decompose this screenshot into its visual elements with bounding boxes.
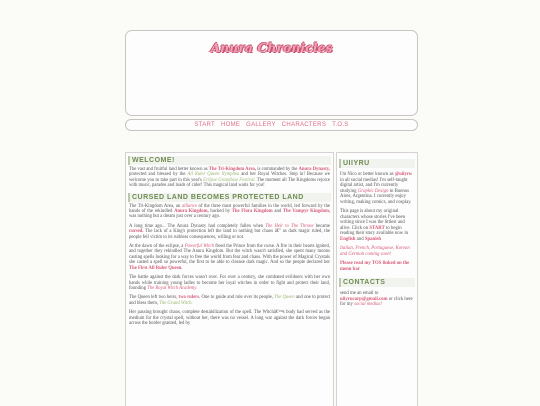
cursed-para-4 bbox=[129, 275, 330, 291]
about-text-2 bbox=[340, 209, 414, 242]
nav-item-tos[interactable]: T.O.S bbox=[332, 122, 349, 128]
social-link[interactable]: social medias! bbox=[354, 302, 382, 307]
cursed-para-3 bbox=[129, 244, 330, 271]
highlight: Anura Dynasty, bbox=[298, 167, 330, 172]
text: The vast and fruitful land better known as bbox=[129, 167, 208, 172]
highlight: Spanish bbox=[364, 236, 382, 242]
cursed-para-2 bbox=[129, 224, 330, 240]
highlight: The First All Ruler Queen. bbox=[129, 265, 183, 271]
text: and bbox=[274, 209, 282, 215]
text: is commanded by the bbox=[257, 167, 298, 172]
text: was nothing but a dream just over a century ago. bbox=[129, 214, 221, 220]
cursed-para-5 bbox=[129, 295, 330, 306]
highlight: Anura Kingdom, bbox=[174, 209, 209, 215]
highlight: The Flora Kingdom bbox=[231, 209, 273, 215]
text: and bbox=[356, 236, 364, 242]
text: freed the Prince from the curse. A fire in their hearts ignited, and together they rekindled The Anura Kingdom. But the witch wasn't satisfied, she spent many moons casting spells looking for a way to free the world from fear and chaos. With the power of Magical Crystals she casted a spell so powerful, the first to be able to cleanse dark magic. And so the people declared her bbox=[129, 244, 331, 266]
highlight: Italian, French, Portuguese, Korean and German coming soon! bbox=[340, 246, 410, 257]
start-link[interactable]: START bbox=[369, 225, 385, 231]
text: became bbox=[315, 223, 330, 229]
welcome-text bbox=[129, 167, 330, 189]
text: Her passing brought chaos, complete destabilization of the spell. The Witchâ€™s body had served as the medium for the crystal spell, without her, there was no vessel. A long war against the dark forces began across the border granted, led by bbox=[129, 310, 330, 326]
text: A long time ago... The Anura Dynasty had completely fallen when bbox=[129, 223, 264, 229]
highlight: alliance bbox=[181, 203, 197, 209]
highlight: The Queen bbox=[274, 295, 295, 301]
highlight: The Royal Witch Academy. bbox=[147, 285, 198, 291]
nav-item-start[interactable]: START bbox=[194, 122, 215, 128]
contacts-heading: CONTACTS bbox=[339, 278, 415, 287]
text: The battle against the dark forces wasn't over. For over a century, she combated evildoers with her own hands while training young ladies to become her loyal witches in order to fight and protect their land, founding bbox=[129, 275, 330, 291]
text: send me an email to bbox=[340, 291, 379, 296]
highlight: The Vampyr Kingdom, bbox=[282, 209, 331, 215]
nav-item-home[interactable]: HOME bbox=[220, 122, 241, 128]
highlight: English bbox=[340, 236, 356, 242]
email-link[interactable]: uiiyrucorp@gmail.com bbox=[340, 296, 388, 302]
text: of the three most powerful families in the world, led forward by the hands of the rekindled bbox=[129, 203, 330, 215]
text: The Queen left two heirs, bbox=[129, 295, 178, 301]
highlight: Eclipse Grandiose Festival. bbox=[203, 177, 256, 183]
tos-note bbox=[340, 261, 414, 272]
text: to begin reading their story available now in bbox=[340, 225, 409, 236]
nav-bar bbox=[125, 119, 418, 131]
text: or click here for my bbox=[340, 296, 413, 307]
text: I'm Nico or better known as bbox=[340, 172, 394, 177]
text: and one to protect and bless them, bbox=[129, 295, 331, 306]
text: in all social medias! I'm self-taught digital artist, and I'm currently studying bbox=[340, 177, 408, 194]
about-text bbox=[340, 172, 414, 205]
highlight: Powerful Witch bbox=[184, 244, 214, 250]
text: protected and blessed by the bbox=[129, 172, 186, 178]
highlight: The Heir to The Throne bbox=[265, 223, 314, 229]
about-heading: UIIYRU bbox=[339, 159, 415, 168]
highlight: cursed. bbox=[129, 229, 144, 235]
text: The Tri-Kingdom Area, an bbox=[129, 203, 181, 209]
text: The moment all The Kingdoms rejoice with music, parades and loads of cider! This magical land waits for you! bbox=[129, 177, 330, 189]
highlight: The Grand Witch. bbox=[159, 300, 193, 306]
text: backed by bbox=[210, 209, 231, 215]
highlight: two rulers. bbox=[178, 295, 201, 301]
coming-soon-text bbox=[340, 246, 414, 257]
cursed-para-6 bbox=[129, 310, 330, 326]
highlight: All Ruler Queen Nymphea bbox=[187, 172, 240, 178]
welcome-heading: WELCOME! bbox=[128, 156, 331, 165]
contacts-text bbox=[340, 291, 414, 308]
text: This page is about my original characters whose stories I've been writing since I was the littlest and alive. Click on bbox=[340, 209, 406, 231]
text: At the dawn of the eclipse, a bbox=[129, 244, 184, 250]
site-title: Anura Chronicles bbox=[210, 40, 333, 55]
sidebar bbox=[336, 152, 418, 406]
cursed-heading: CURSED LAND BECOMES PROTECTED LAND bbox=[128, 193, 331, 202]
nav-item-characters[interactable]: CHARACTERS bbox=[281, 122, 327, 128]
main-content bbox=[125, 152, 334, 406]
nav-item-gallery[interactable]: GALLERY bbox=[246, 122, 276, 128]
cursed-para-1 bbox=[129, 204, 330, 220]
handle-link[interactable]: @uiiyru bbox=[394, 172, 412, 177]
text: The lack of a King's protection left the land in nothing but chaos â€" as dark magic ruled, the people fell victim to its ruthless consequences, willing or not. bbox=[129, 229, 330, 240]
highlight: The Tri-Kingdom Area, bbox=[208, 167, 257, 172]
text: and her Royal Witches. Step in! Because we welcome you to take part in this year's bbox=[129, 172, 331, 183]
highlight: Graphic Design bbox=[357, 188, 389, 194]
text: in Buenos Aires, Argentina. I currently enjoy writing, making comics, and cosplay. bbox=[340, 188, 412, 205]
site-banner bbox=[125, 30, 418, 116]
tos-note-text: Please read my TOS linked on the menu bar bbox=[340, 261, 410, 272]
text: One to guide and rule over its people, bbox=[201, 295, 273, 301]
